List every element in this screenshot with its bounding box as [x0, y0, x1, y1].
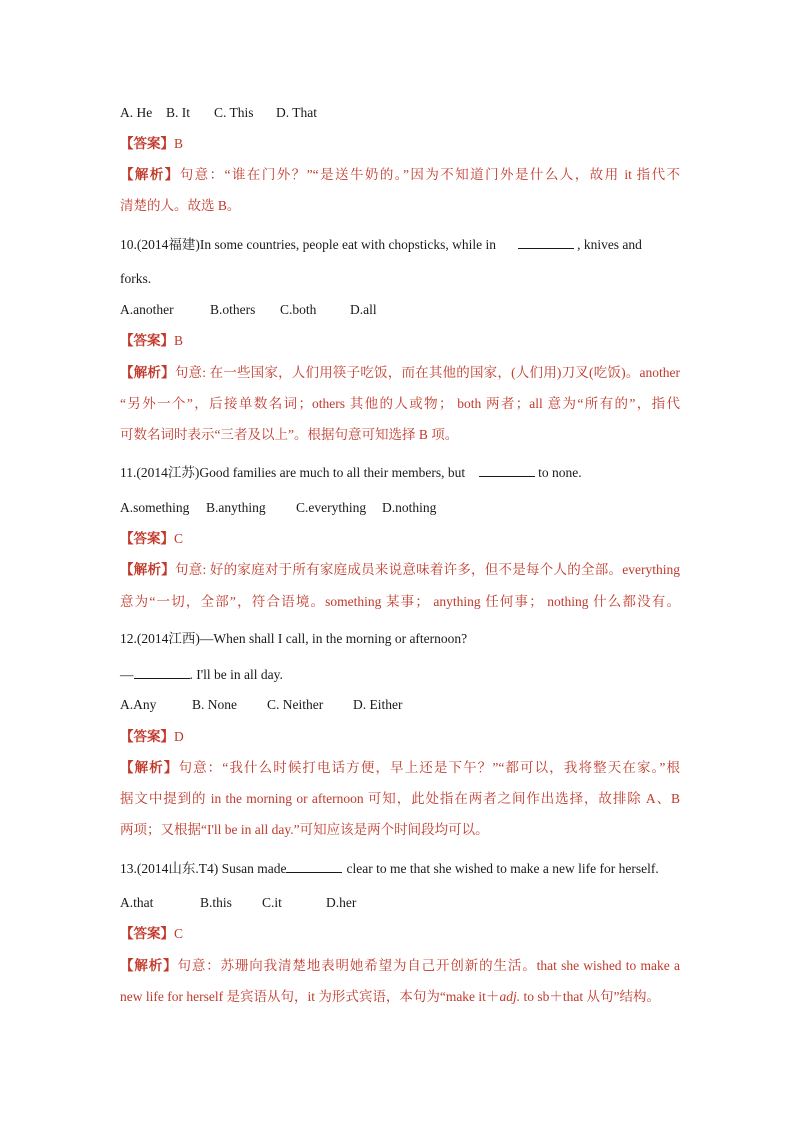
option-a: A.Any	[120, 697, 157, 712]
answer-value: B	[174, 136, 184, 151]
analysis-11-line-1	[120, 561, 680, 579]
answer-label: 【答案】	[120, 531, 174, 546]
option-d: D.her	[326, 895, 357, 910]
analysis-text: 句意: 好的家庭对于所有家庭成员来说意味着许多，但不是每个人的全部。everything	[175, 562, 681, 577]
option-b: B. None	[192, 697, 237, 712]
answer-label: 【答案】	[120, 136, 174, 151]
analysis-label: 【解析】	[120, 562, 175, 577]
option-c: C.both	[280, 302, 317, 317]
option-a: A.something	[120, 500, 190, 515]
question-text-cont: to none.	[538, 465, 582, 480]
analysis-13-line-2	[120, 988, 680, 1006]
analysis-text: 句意：“谁在门外？”“是送牛奶的。”因为不知道门外是什么人，故用 it 指代不	[179, 167, 681, 182]
q12-options	[120, 696, 680, 714]
q9-options	[120, 104, 680, 122]
analysis-label: 【解析】	[120, 167, 180, 182]
analysis-text: 句意：苏珊向我清楚地表明她希望为自己开创新的生活。that she wished to make a	[177, 958, 681, 973]
analysis-12-line-1	[120, 759, 680, 777]
question-12-reply	[120, 665, 680, 684]
answer-10	[120, 332, 680, 350]
question-10-stem-2: forks.	[120, 271, 152, 286]
answer-13	[120, 925, 680, 943]
answer-11	[120, 530, 680, 548]
q11-options	[120, 499, 680, 517]
analysis-10-line-2: “另外一个”，后接单数名词；others 其他的人或物； both 两者；all 意为“所有的”，指代	[120, 396, 680, 411]
answer-value: B	[174, 333, 184, 348]
answer-value: C	[174, 926, 184, 941]
analysis-label: 【解析】	[120, 365, 175, 380]
answer-12	[120, 728, 680, 746]
question-11-stem	[120, 463, 680, 482]
option-d: D. Either	[353, 697, 403, 712]
question-12-stem: 12.(2014江西)—When shall I call, in the morning or afternoon?	[120, 631, 468, 646]
question-text: 13.(2014山东.T4) Susan made	[120, 861, 287, 876]
analysis-text-cont: to sb＋that 从句”结构。	[520, 989, 660, 1004]
analysis-text: new life for herself 是宾语从句，it 为形式宾语，本句为“make it＋	[120, 989, 500, 1004]
answer-value: C	[174, 531, 184, 546]
analysis-adj: adj.	[499, 989, 521, 1004]
reply-text: . I'll be in all day.	[189, 667, 283, 682]
option-a: A.another	[120, 302, 174, 317]
analysis-12-line-3: 两项；又根据“I'll be in all day.”可知应该是两个时间段均可以。	[120, 822, 489, 837]
answer-blank	[286, 859, 342, 873]
question-text-cont: , knives and	[577, 237, 642, 252]
answer-label: 【答案】	[120, 333, 174, 348]
option-a: A. He	[120, 105, 153, 120]
analysis-label: 【解析】	[120, 760, 179, 775]
option-c: C. Neither	[267, 697, 324, 712]
option-b: B.others	[210, 302, 256, 317]
answer-label: 【答案】	[120, 729, 174, 744]
option-d: D. That	[276, 105, 317, 120]
option-b: B.this	[200, 895, 232, 910]
question-13-stem	[120, 859, 680, 878]
question-text: 10.(2014福建)In some countries, people eat with chopsticks, while in	[120, 237, 497, 252]
analysis-10-line-1	[120, 364, 680, 382]
answer-value: D	[174, 729, 184, 744]
option-c: C. This	[214, 105, 254, 120]
option-d: D.all	[350, 302, 377, 317]
question-text: 11.(2014江苏)Good families are much to all their members, but	[120, 465, 466, 480]
question-text-cont: clear to me that she wished to make a new life for herself.	[346, 861, 659, 876]
analysis-9-line-1	[120, 166, 680, 184]
option-b: B. It	[166, 105, 191, 120]
option-d: D.nothing	[382, 500, 437, 515]
option-c: C.everything	[296, 500, 367, 515]
option-c: C.it	[262, 895, 282, 910]
answer-blank	[518, 235, 574, 249]
option-a: A.that	[120, 895, 154, 910]
analysis-11-line-2: 意为“一切，全部”，符合语境。something 某事； anything 任何事； nothing 什么都没有。	[120, 594, 680, 609]
analysis-10-line-3: 可数名词时表示“三者及以上”。根据句意可知选择 B 项。	[120, 427, 459, 442]
answer-9	[120, 135, 680, 153]
answer-label: 【答案】	[120, 926, 174, 941]
analysis-text: 句意：“我什么时候打电话方便，早上还是下午？”“都可以，我将整天在家。”根	[178, 760, 681, 775]
question-10-stem	[120, 235, 680, 254]
reply-dash: —	[120, 667, 134, 682]
option-b: B.anything	[206, 500, 266, 515]
answer-blank	[134, 665, 190, 679]
analysis-9-line-2: 清楚的人。故选 B。	[120, 198, 241, 213]
answer-blank	[479, 463, 535, 477]
q13-options	[120, 894, 680, 912]
analysis-13-line-1	[120, 957, 680, 975]
analysis-label: 【解析】	[120, 958, 178, 973]
analysis-text: 句意: 在一些国家，人们用筷子吃饭，而在其他的国家，(人们用)刀叉(吃饭)。another	[174, 365, 681, 380]
q10-options	[120, 301, 680, 319]
analysis-12-line-2: 据文中提到的 in the morning or afternoon 可知，此处指在两者之间作出选择，故排除 A、B	[120, 791, 680, 806]
